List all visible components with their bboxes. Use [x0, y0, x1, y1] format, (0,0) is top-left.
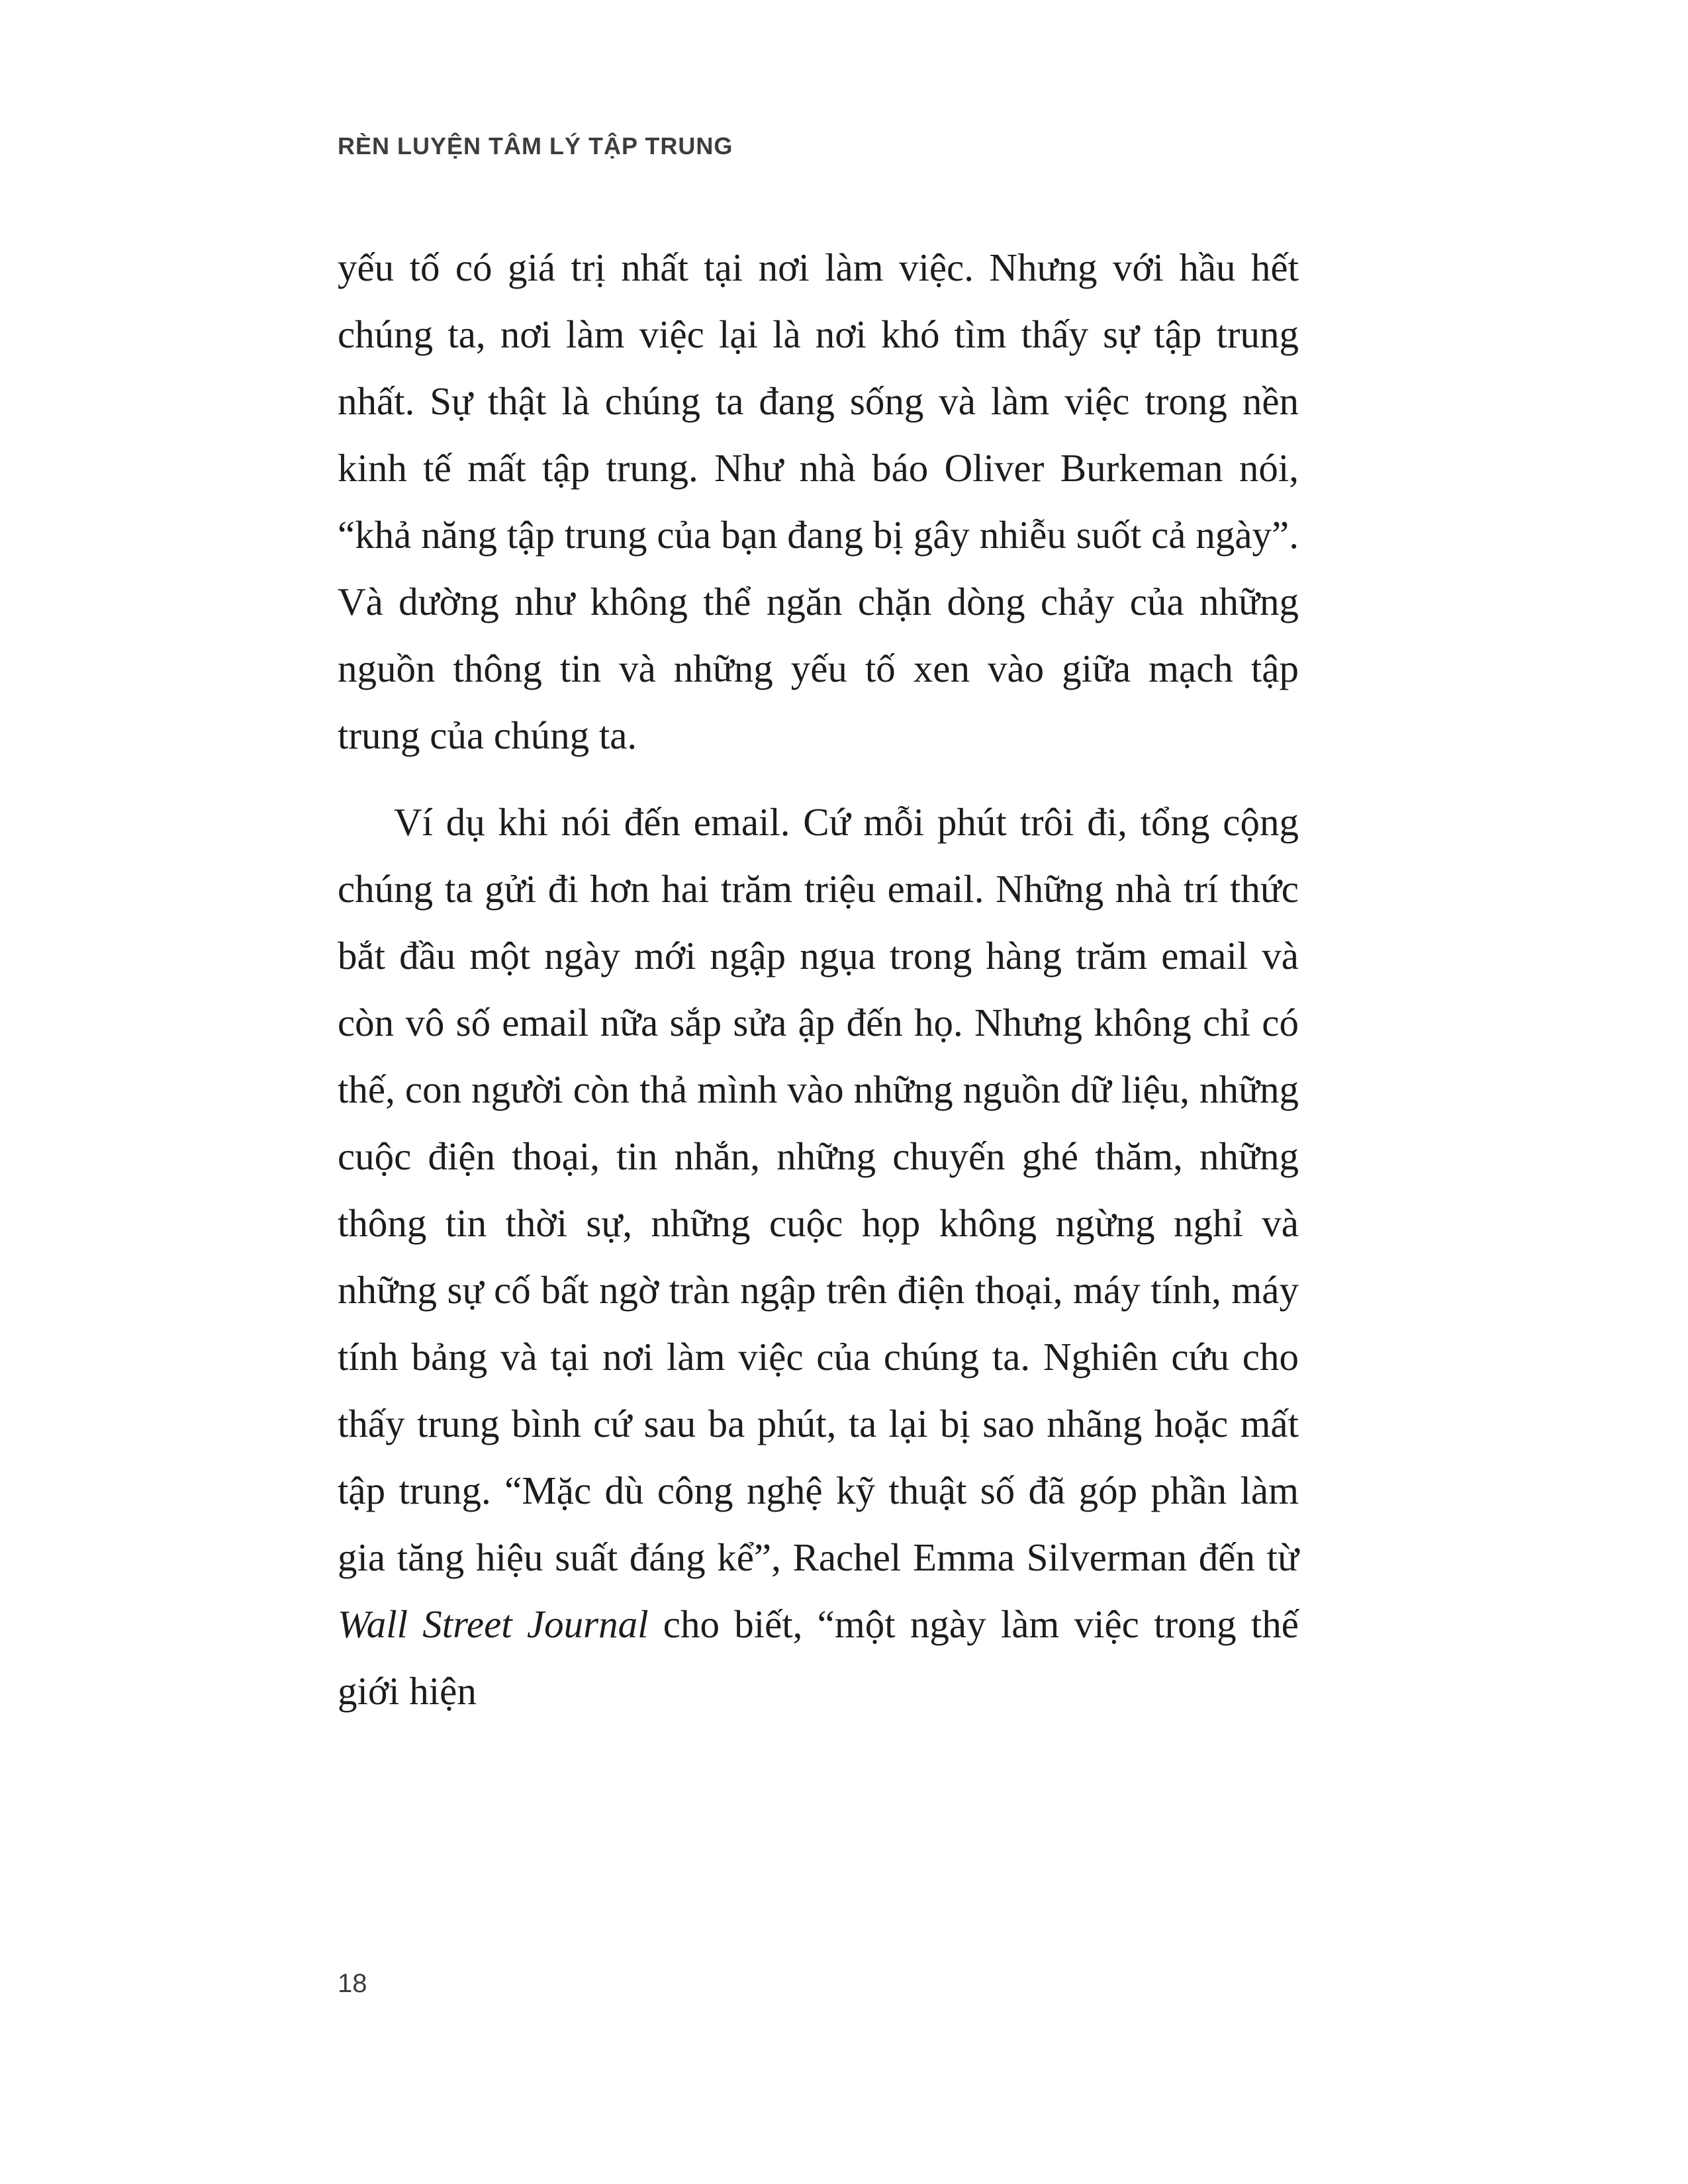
- paragraph-2: [338, 789, 1299, 1725]
- paragraph-1-text: yếu tố có giá trị nhất tại nơi làm việc. Nhưng với hầu hết chúng ta, nơi làm việc lại là nơi khó tìm thấy sự tập trung nhất. Sự thật là chúng ta đang sống và làm việc trong nền kinh tế mất tập trung. Như nhà báo Oliver Burkeman nói, “khả năng tập trung của bạn đang bị gây nhiễu suốt cả ngày”. Và dường như không thể ngăn chặn dòng chảy của những nguồn thông tin và những yếu tố xen vào giữa mạch tập trung của chúng ta.: [338, 246, 1299, 757]
- page-number: 18: [338, 1969, 367, 1998]
- paragraph-1: [338, 234, 1299, 769]
- running-header: RÈN LUYỆN TÂM LÝ TẬP TRUNG: [338, 132, 733, 159]
- paragraph-2-text-b: cho biết, “một ngày làm việc trong thế giới hiện: [338, 1602, 1299, 1713]
- paragraph-2-italic-citation: Wall Street Journal: [338, 1602, 649, 1646]
- paragraph-2-text-a: Ví dụ khi nói đến email. Cứ mỗi phút trôi đi, tổng cộng chúng ta gửi đi hơn hai trăm triệu email. Những nhà trí thức bắt đầu một ngày mới ngập ngụa trong hàng trăm email và còn vô số email nữa sắp sửa ập đến họ. Nhưng không chỉ có thế, con người còn thả mình vào những nguồn dữ liệu, những cuộc điện thoại, tin nhắn, những chuyến ghé thăm, những thông tin thời sự, những cuộc họp không ngừng nghỉ và những sự cố bất ngờ tràn ngập trên điện thoại, máy tính, máy tính bảng và tại nơi làm việc của chúng ta. Nghiên cứu cho thấy trung bình cứ sau ba phút, ta lại bị sao nhãng hoặc mất tập trung. “Mặc dù công nghệ kỹ thuật số đã góp phần làm gia tăng hiệu suất đáng kể”, Rachel Emma Silverman đến từ: [338, 800, 1299, 1579]
- text-column: [338, 132, 1299, 1725]
- body-text: [338, 234, 1299, 1725]
